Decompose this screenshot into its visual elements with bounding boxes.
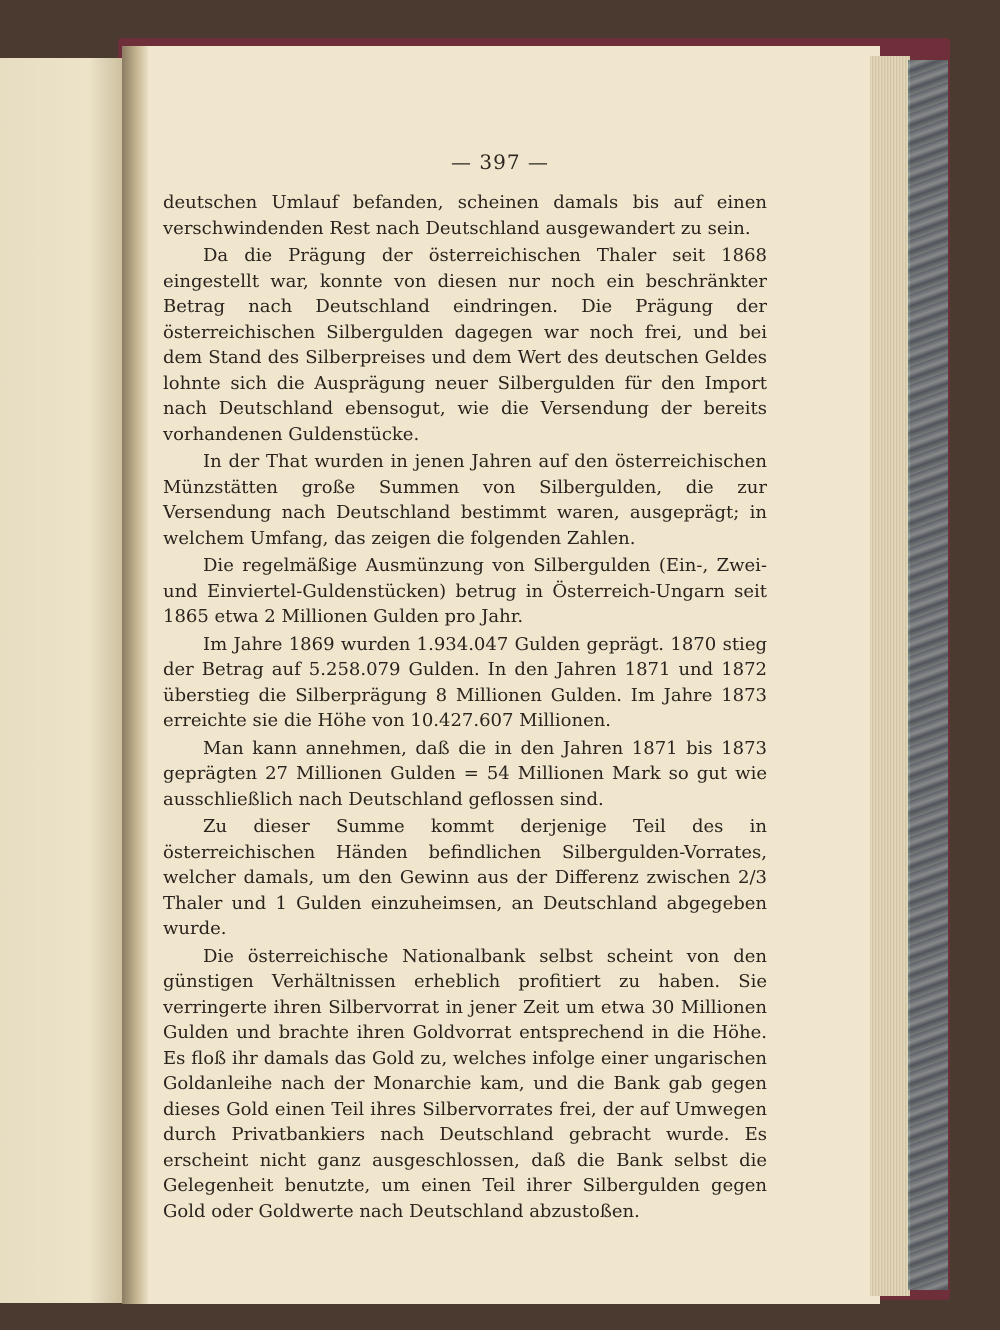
paragraph-6: Man kann annehmen, daß die in den Jahren 1871 bis 1873 geprägten 27 Millionen Gulden = 54 Millionen Mark so gut wie ausschließlich nach Deutschland geflossen sind. bbox=[163, 737, 767, 810]
book-gutter bbox=[122, 46, 148, 1304]
page-number: — 397 — bbox=[451, 150, 549, 174]
marbled-endpaper bbox=[908, 60, 948, 1290]
paragraph-1: deutschen Umlauf befanden, scheinen damals bis auf einen verschwindenden Rest nach Deutschland ausgewandert zu sein. bbox=[163, 192, 767, 239]
body-text bbox=[163, 190, 767, 1224]
paragraph-5: Im Jahre 1869 wurden 1.934.047 Gulden geprägt. 1870 stieg der Betrag auf 5.258.079 Gulden. In den Jahren 1871 und 1872 überstieg die Silberprägung 8 Millionen Gulden. Im Jahre 1873 erreichte sie die Höhe von 10.427.607 Millionen. bbox=[163, 633, 767, 731]
left-page-edge bbox=[0, 58, 126, 1303]
page-stack-edge bbox=[870, 56, 910, 1296]
paragraph-4: Die regelmäßige Ausmünzung von Silbergulden (Ein-, Zwei- und Einviertel-Guldenstücken) betrug in Österreich-Ungarn seit 1865 etwa 2 Millionen Gulden pro Jahr. bbox=[163, 555, 767, 627]
paragraph-7: Zu dieser Summe kommt derjenige Teil des in österreichischen Händen befindlichen Silbergulden-Vorrates, welcher damals, um den Gewinn aus der Differenz zwischen 2/3 Thaler und 1 Gulden einzuheimsen, an Deutschland abgegeben wurde. bbox=[163, 816, 767, 939]
paragraph-3: In der That wurden in jenen Jahren auf den österreichischen Münzstätten große Summen von Silbergulden, die zur Versendung nach Deutschland bestimmt waren, ausgeprägt; in welchem Umfang, das zeigen die folgenden Zahlen. bbox=[163, 451, 767, 549]
paragraph-8: Die österreichische Nationalbank selbst scheint von den günstigen Verhältnissen erheblich profitiert zu haben. Sie verringerte ihren Silbervorrat in jener Zeit um etwa 30 Millionen Gulden und brachte ihren Goldvorrat entsprechend in die Höhe. Es floß ihr damals das Gold zu, welches infolge einer ungarischen Goldanleihe nach der Monarchie kam, und die Bank gab gegen dieses Gold einen Teil ihres Silbervorrates frei, der auf Umwegen durch Privatbankiers nach Deutschland gebracht wurde. Es erscheint nicht ganz ausgeschlossen, daß die Bank selbst die Gelegenheit benutzte, um einen Teil ihrer Silbergulden gegen Gold oder Goldwerte nach Deutschland abzustoßen. bbox=[163, 945, 767, 1222]
paragraph-2: Da die Prägung der österreichischen Thaler seit 1868 eingestellt war, konnte von diesen nur noch ein beschränkter Betrag nach Deutschland eindringen. Die Prägung der österreichischen Silbergulden dagegen war noch frei, und bei dem Stand des Silberpreises und dem Wert des deutschen Geldes lohnte sich die Ausprägung neuer Silbergulden für den Import nach Deutschland ebensogut, wie die Versendung der bereits vorhandenen Guldenstücke. bbox=[163, 245, 767, 445]
